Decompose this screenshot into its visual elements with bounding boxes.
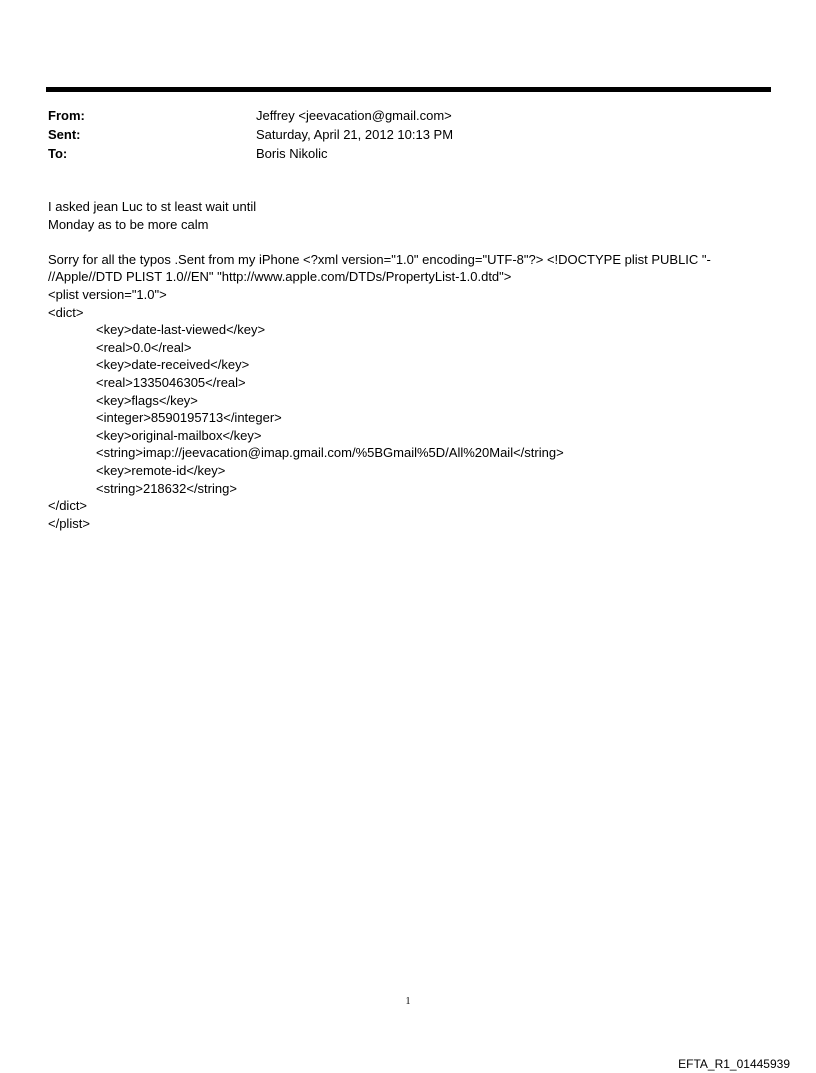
body-line: <plist version="1.0"> [48, 286, 167, 302]
plist-entry: <string>218632</string> [96, 480, 237, 496]
plist-entry: <string>imap://jeevacation@imap.gmail.com/%5BGmail%5D/All%20Mail</string> [96, 445, 564, 461]
sent-row [48, 127, 748, 146]
paragraph-gap [48, 233, 748, 251]
body-line: <dict> [48, 304, 84, 320]
body-line: Monday as to be more calm [48, 216, 209, 232]
plist-entry: <key>date-received</key> [96, 357, 250, 373]
to-label: To: [48, 146, 68, 161]
plist-entry: <real>1335046305</real> [96, 374, 246, 390]
plist-entry: <key>remote-id</key> [96, 462, 226, 478]
document-id: EFTA_R1_01445939 [678, 1057, 790, 1071]
to-row [48, 146, 748, 165]
plist-entry: <key>flags</key> [96, 392, 198, 408]
sent-label: Sent: [48, 127, 81, 142]
plist-entry: <key>date-last-viewed</key> [96, 322, 266, 338]
from-value: Jeffrey <jeevacation@gmail.com> [256, 108, 452, 123]
body-line: Sorry for all the typos .Sent from my iPhone <?xml version="1.0" encoding="UTF-8"?> <!DOCTYPE plist PUBLIC "- [48, 251, 711, 267]
plist-entry: <real>0.0</real> [96, 339, 192, 355]
body-line: </dict> [48, 498, 88, 514]
page-number: 1 [405, 996, 411, 1007]
plist-entry: <key>original-mailbox</key> [96, 427, 262, 443]
plist-entry: <integer>8590195713</integer> [96, 410, 282, 426]
body-line: //Apple//DTD PLIST 1.0//EN" "http://www.apple.com/DTDs/PropertyList-1.0.dtd"> [48, 269, 512, 285]
to-value: Boris Nikolic [256, 146, 328, 161]
from-label: From: [48, 108, 85, 123]
body-line: </plist> [48, 515, 90, 531]
email-header [48, 108, 748, 165]
email-body [48, 198, 748, 532]
header-divider [46, 87, 771, 92]
body-line: I asked jean Luc to st least wait until [48, 199, 257, 214]
sent-value: Saturday, April 21, 2012 10:13 PM [256, 127, 454, 142]
from-row [48, 108, 748, 127]
